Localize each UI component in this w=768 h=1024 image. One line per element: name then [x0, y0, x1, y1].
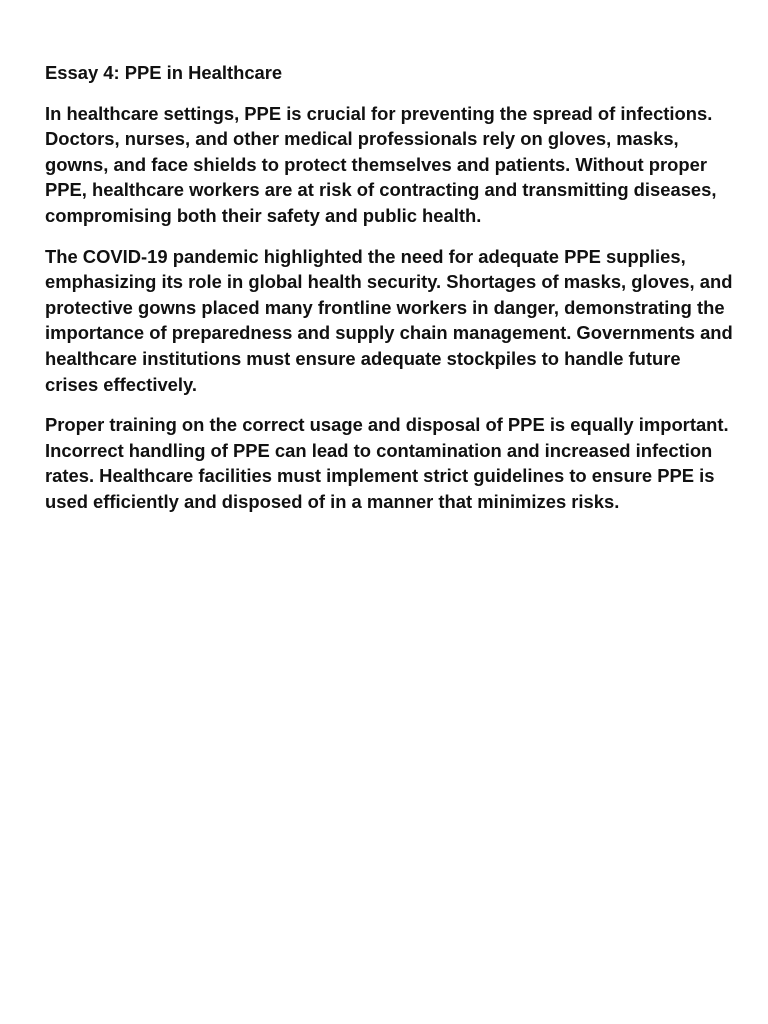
paragraph-proper-training: Proper training on the correct usage and disposal of PPE is equally important. Incorrect handling of PPE can lead to contamination and increased infection rates. Healthcare facilities must implement strict guidelines to ensure PPE is used efficiently and disposed of in a manner that minimizes risks.: [45, 414, 729, 512]
essay-title: Essay 4: PPE in Healthcare: [45, 62, 283, 83]
paragraph-ppe-healthcare-settings: In healthcare settings, PPE is crucial for preventing the spread of infections. Doctors, nurses, and other medical professionals rely on gloves, masks, gowns, and face shields to protect themselves and patients. Without proper PPE, healthcare workers are at risk of contracting and transmitting diseases, compromising both their safety and public health.: [45, 102, 717, 226]
paragraph-covid-19-pandemic: The COVID-19 pandemic highlighted the need for adequate PPE supplies, emphasizing its role in global health security. Shortages of masks, gloves, and protective gowns placed many frontline workers in danger, demonstrating the importance of preparedness and supply chain management. Governments and healthcare institutions must ensure adequate stockpiles to handle future crises effectively.: [45, 245, 733, 395]
document-page: [45, 60, 735, 530]
